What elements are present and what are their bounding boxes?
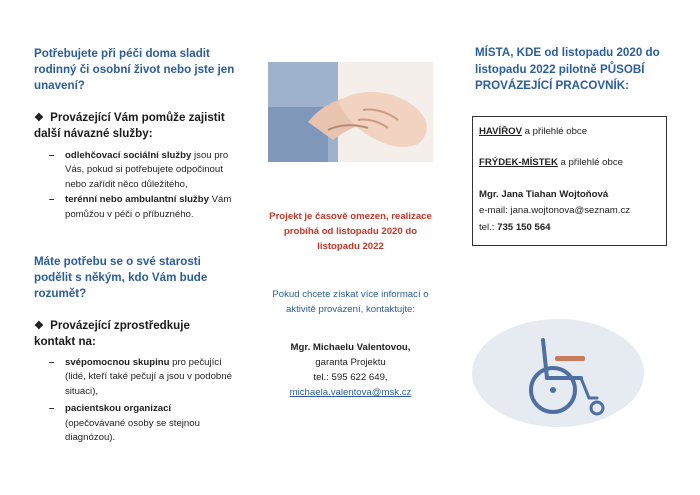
diamond-bullet-icon: ❖ <box>34 320 44 332</box>
holding-hands-photo <box>268 62 433 162</box>
contact-phone: tel.: 595 622 649, <box>313 372 388 383</box>
worker-phone: tel.: 735 150 564 <box>479 221 551 233</box>
contact-block <box>258 340 443 400</box>
worker-email: e-mail: jana.wojtonova@seznam.cz <box>479 205 631 217</box>
project-note: Projekt je časově omezen, realizace probíhá od listopadu 2020 do listopadu 2022 <box>269 211 432 252</box>
list-item: – pacientskou organizací (opečovávané osoby se stejnou diagnózou). <box>34 402 234 445</box>
bullet2-heading <box>34 318 214 350</box>
middle-column <box>258 0 443 495</box>
more-info-text: Pokud chcete získat více informací o aktivitě provázení, kontaktujte: <box>272 289 429 315</box>
locations-heading: MÍSTA, KDE od listopadu 2020 do listopadu 2022 pilotně PŮSOBÍ PROVÁZEJÍCÍ PRACOVNÍK: <box>475 46 660 92</box>
hands-illustration <box>268 62 433 162</box>
contact-name: Mgr. Michaelu Valentovou, <box>290 342 411 353</box>
contact-email-link[interactable]: michaela.valentova@msk.cz <box>289 387 412 398</box>
list-item: – svépomocnou skupinu pro pečující (lidé, kteří také pečují a jsou v podobné situaci), <box>34 356 234 399</box>
location-frydek-mistek: FRÝDEK-MÍSTEK a přilehlé obce <box>479 157 623 169</box>
list-item: – odlehčovací sociální služby jsou pro Vás, pokud si potřebujete odpočinout nebo zařídit něco důležitého, <box>34 149 234 192</box>
bullet1-heading <box>34 110 249 142</box>
contact-role: garanta Projektu <box>315 357 386 368</box>
wheelchair-icon <box>471 318 646 428</box>
bullet1-list <box>34 149 234 222</box>
bullet2-title: Provázející zprostředkuje kontakt na: <box>34 319 190 348</box>
left-column <box>34 0 249 495</box>
second-question: Máte potřebu se o své starosti podělit s někým, kdo Vám bude rozumět? <box>34 255 208 300</box>
locations-box <box>472 116 667 246</box>
bullet2-list <box>34 356 234 445</box>
list-item: – terénní nebo ambulantní služby Vám pomůžou v péči o příbuzného. <box>34 193 234 222</box>
bullet1-title: Provázející Vám pomůže zajistit další návazné služby: <box>34 111 225 140</box>
diamond-bullet-icon: ❖ <box>34 112 44 124</box>
worker-name: Mgr. Jana Tiahan Wojtoňová <box>479 188 609 200</box>
intro-question: Potřebujete při péči doma sladit rodinný či osobní život nebo jste jen unavení? <box>34 47 235 92</box>
right-column <box>463 0 668 495</box>
location-havirov: HAVÍŘOV a přilehlé obce <box>479 126 588 137</box>
wheelchair-graphic <box>471 318 646 428</box>
